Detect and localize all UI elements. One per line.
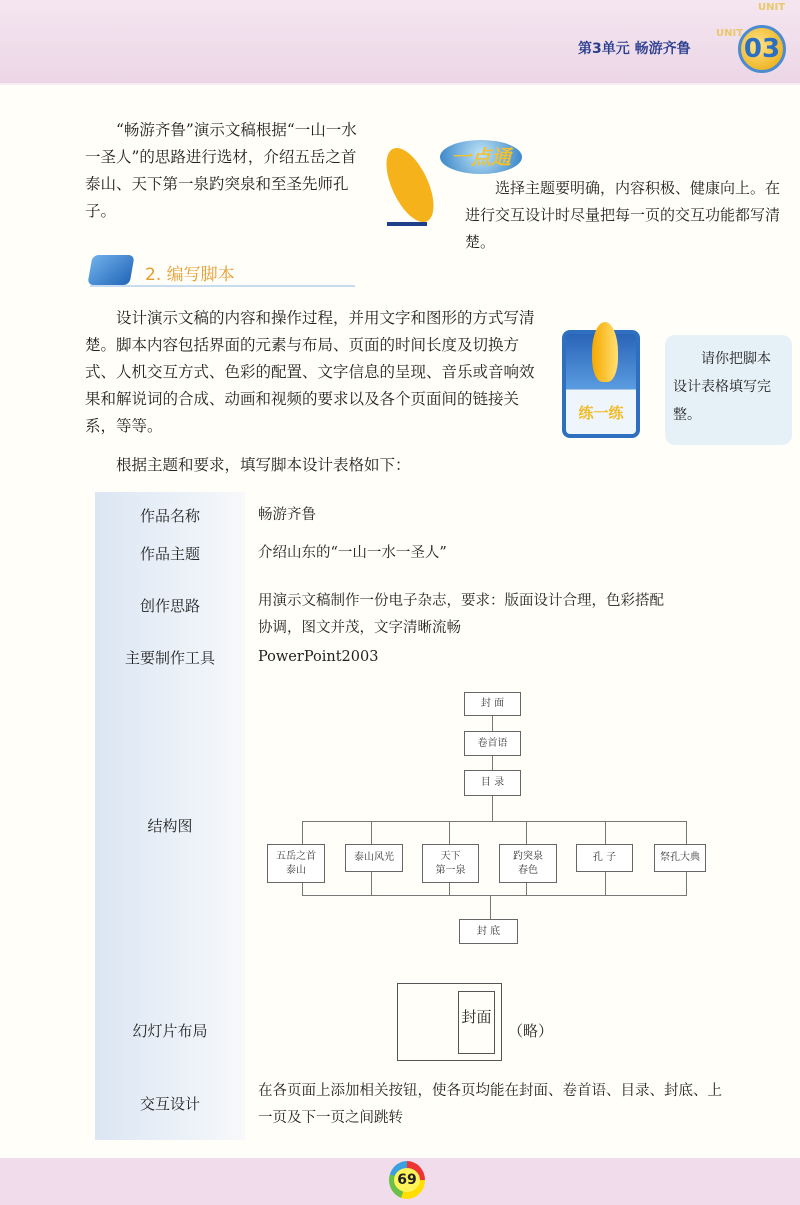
connector-line bbox=[302, 895, 687, 896]
row-label-layout: 幻灯片布局 bbox=[132, 1022, 208, 1040]
tip-badge: 一点通 bbox=[440, 140, 522, 174]
row-value-tool: PowerPoint2003 bbox=[258, 649, 379, 665]
envelope-mascot-icon bbox=[87, 255, 134, 285]
section-heading bbox=[90, 255, 355, 287]
section-title: 2. 编写脚本 bbox=[145, 265, 235, 285]
tip-text: 选择主题要明确，内容积极、健康向上。在进行交互设计时尽量把每一页的交互功能都写清楚。 bbox=[465, 179, 781, 251]
page-number: 69 bbox=[394, 1168, 420, 1192]
row-label-tool: 主要制作工具 bbox=[124, 649, 215, 667]
row-value-theme: 介绍山东的“一山一水一圣人” bbox=[258, 545, 447, 561]
node-branch: 趵突泉 春色 bbox=[499, 844, 557, 883]
row-value-interaction: 在各页面上添加相关按钮，使各页均能在封面、卷首语、目录、封底、上一页及下一页之间跳转 bbox=[258, 1083, 722, 1126]
row-label-structure: 结构图 bbox=[147, 817, 193, 835]
body-paragraph-1: 设计演示文稿的内容和操作过程，并用文字和图形的方式写清楚。脚本内容包括界面的元素与布局、页面的时间长度及切换方式、人机交互方式、色彩的配置、文字信息的呈现、音乐或音响效果和解说词的合成、动画和视频的要求以及各个页面间的链接关系，等等。 bbox=[85, 309, 535, 435]
unit-word-small: UNIT bbox=[758, 2, 786, 13]
satellite-dish-icon bbox=[382, 140, 437, 230]
slide-cover-box: 封面 bbox=[458, 991, 495, 1054]
node-branch: 泰山风光 bbox=[345, 844, 403, 872]
layout-note: （略） bbox=[508, 1022, 554, 1040]
body-paragraph-2: 根据主题和要求，填写脚本设计表格如下： bbox=[116, 456, 411, 474]
row-value-title: 畅游齐鲁 bbox=[258, 507, 316, 523]
unit-title: 第3单元 畅游齐鲁 bbox=[578, 41, 691, 57]
practice-label: 练一练 bbox=[578, 404, 624, 422]
connector-line bbox=[302, 821, 687, 822]
row-label-title: 作品名称 bbox=[139, 507, 200, 525]
node-branch: 天下 第一泉 bbox=[422, 844, 479, 883]
row-label-idea: 创作思路 bbox=[139, 597, 200, 615]
node-contents: 目 录 bbox=[464, 770, 521, 796]
node-branch: 祭孔大典 bbox=[654, 844, 706, 872]
node-preface: 卷首语 bbox=[464, 731, 521, 756]
node-back-cover: 封 底 bbox=[459, 919, 518, 944]
connector-line bbox=[492, 796, 493, 821]
fish-icon bbox=[592, 322, 618, 382]
practice-text: 请你把脚本设计表格填写完整。 bbox=[665, 335, 792, 445]
node-cover: 封 面 bbox=[464, 692, 521, 716]
row-label-theme: 作品主题 bbox=[139, 545, 200, 563]
connector-line bbox=[490, 895, 491, 919]
row-value-idea: 用演示文稿制作一份电子杂志，要求：版面设计合理，色彩搭配协调，图文并茂，文字清晰流畅 bbox=[258, 593, 664, 636]
node-branch: 五岳之首 泰山 bbox=[267, 844, 325, 883]
row-label-interaction: 交互设计 bbox=[139, 1095, 200, 1113]
page-number-badge bbox=[389, 1161, 425, 1199]
node-branch: 孔 子 bbox=[576, 844, 633, 872]
unit-badge: 03 bbox=[738, 25, 786, 73]
unit-word: UNIT bbox=[716, 28, 744, 39]
intro-paragraph: “畅游齐鲁”演示文稿根据“一山一水一圣人”的思路进行选材，介绍五岳之首泰山、天下第一泉趵突泉和至圣先师孔子。 bbox=[85, 121, 357, 220]
